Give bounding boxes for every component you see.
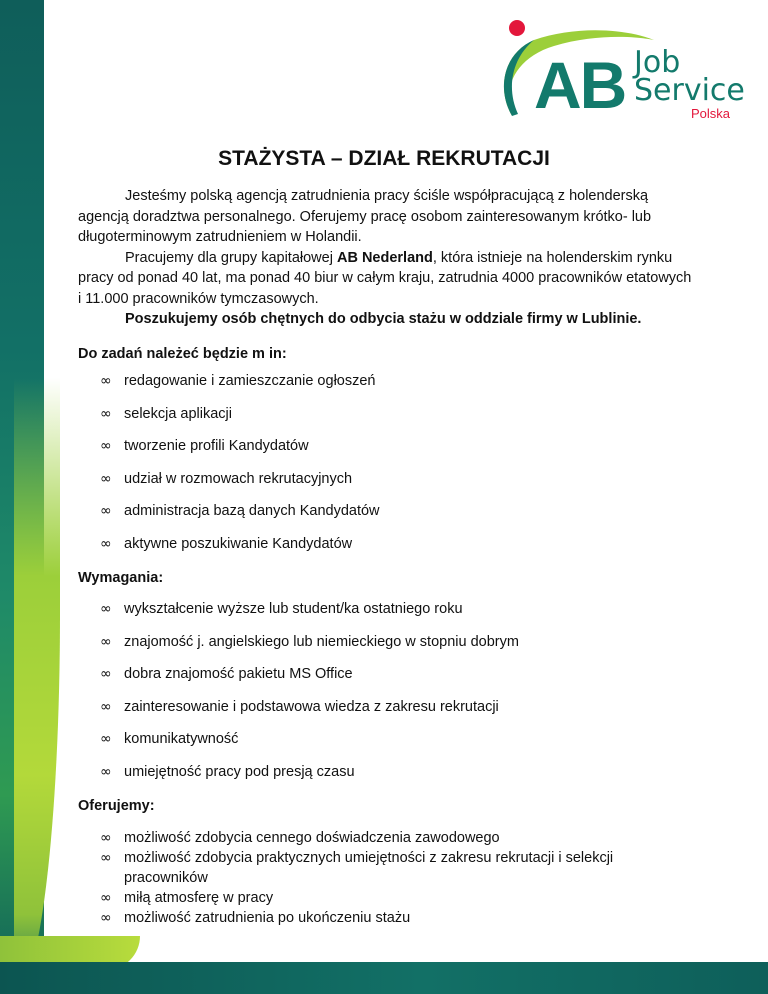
logo-service-text: Service [634,73,745,108]
infinity-bullet-icon: ∞ [100,698,112,715]
infinity-bullet-icon: ∞ [100,890,112,906]
list-item: ∞ tworzenie profili Kandydatów [100,438,309,455]
infinity-bullet-icon: ∞ [100,535,112,552]
ab-job-service-logo [494,18,756,128]
intro-paragraph-2 [78,248,698,310]
page-title: STAŻYSTA – DZIAŁ REKRUTACJI [218,147,550,170]
list-item: ∞ możliwość zdobycia praktycznych umiejętności z zakresu rekrutacji i selekcji pracowników [100,850,614,886]
offer-heading: Oferujemy: [78,798,155,814]
list-item: ∞ udział w rozmowach rekrutacyjnych [100,470,353,487]
list-item: ∞ umiejętność pracy pod presją czasu [100,763,355,780]
bottom-decorative-bar [0,962,768,994]
offer-list [100,828,700,926]
duties-heading: Do zadań należeć będzie m in: [78,346,287,362]
intro-paragraph-3 [78,309,698,330]
list-item: ∞ miłą atmosferę w pracy [100,890,274,906]
list-item: ∞ możliwość zatrudnienia po ukończeniu stażu [100,910,411,926]
intro-paragraph-1: Jesteśmy polską agencją zatrudnienia pracy ściśle współpracującą z holenderską agencją doradztwa personalnego. Oferujemy pracę osobom zainteresowanym krótko- lub długoterminowym zatrudnieniem w Holandii. [78,188,652,245]
requirements-heading: Wymagania: [78,570,164,586]
infinity-bullet-icon: ∞ [100,633,112,650]
list-item: ∞ wykształcenie wyższe lub student/ka ostatniego roku [100,601,463,617]
intro-p2-after: , która istnieje na holenderskim rynku pracy od ponad 40 lat, ma ponad 40 biur w całym kraju, zatrudnia 4000 pracowników etatowych i 11.000 pracowników tymczasowych. [78,249,692,307]
list-item: ∞ zainteresowanie i podstawowa wiedza z zakresu rekrutacji [100,698,499,715]
logo-polska-text: Polska [691,106,731,121]
intro-section [78,186,698,330]
duties-list [100,371,700,567]
infinity-bullet-icon: ∞ [100,910,112,926]
infinity-bullet-icon: ∞ [100,601,112,617]
list-item: ∞ aktywne poszukiwanie Kandydatów [100,535,353,552]
company-name: AB Nederland [336,249,433,266]
list-item: ∞ administracja bazą danych Kandydatów [100,503,380,520]
logo-job-text: Job [634,45,681,80]
list-item: ∞ redagowanie i zamieszczanie ogłoszeń [100,373,376,389]
logo-ab-text: AB [534,48,626,122]
offer-list-clip [0,826,768,926]
list-item: ∞ możliwość zdobycia cennego doświadczenia zawodowego [100,830,500,846]
list-item: ∞ dobra znajomość pakietu MS Office [100,666,353,683]
infinity-bullet-icon: ∞ [100,850,112,866]
infinity-bullet-icon: ∞ [100,666,112,683]
list-item: ∞ znajomość j. angielskiego lub niemieckiego w stopniu dobrym [100,633,519,650]
infinity-bullet-icon: ∞ [100,731,112,748]
intro-p3-bold: Poszukujemy osób chętnych do odbycia stażu w oddziale firmy w Lublinie. [125,311,642,327]
infinity-bullet-icon: ∞ [100,830,112,846]
infinity-bullet-icon: ∞ [100,373,112,389]
infinity-bullet-icon: ∞ [100,405,112,422]
list-item: ∞ komunikatywność [100,731,239,748]
list-item: ∞ selekcja aplikacji [100,405,232,422]
infinity-bullet-icon: ∞ [100,470,112,487]
infinity-bullet-icon: ∞ [100,503,112,520]
infinity-bullet-icon: ∞ [100,763,112,780]
intro-p2-before: Pracujemy dla grupy kapitałowej [125,249,337,266]
infinity-bullet-icon: ∞ [100,438,112,455]
requirements-list [100,599,700,795]
